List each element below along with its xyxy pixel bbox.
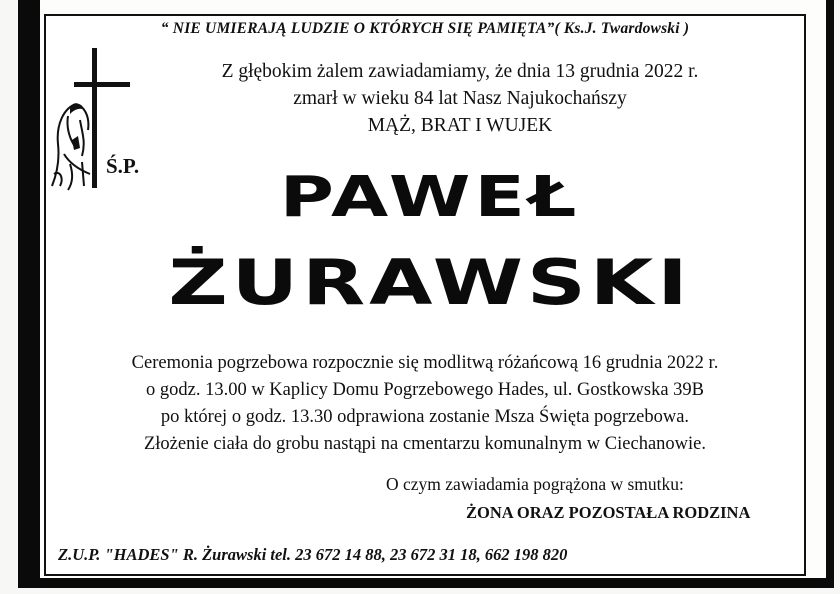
announcement	[180, 58, 740, 139]
ceremony-line: po której o godz. 13.30 odprawiona zostanie Msza Święta pogrzebowa.	[160, 407, 690, 427]
funeral-home-footer: Z.U.P. "HADES" R. Żurawski tel. 23 672 14 88, 23 672 31 18, 662 198 820	[58, 545, 568, 564]
deceased-first-name: PAWEŁ	[279, 165, 581, 230]
deceased-last-name: ŻURAWSKI	[168, 246, 692, 319]
sp-label: Ś.P.	[106, 154, 140, 178]
announcement-line: Z głębokim żalem zawiadamiamy, że dnia 13 grudnia 2022 r.	[221, 61, 699, 82]
motto: “ NIE UMIERAJĄ LUDZIE O KTÓRYCH SIĘ PAMIĘTA”( Ks.J. Twardowski )	[160, 20, 690, 37]
ceremony-line: o godz. 13.00 w Kaplicy Domu Pogrzebowego Hades, ul. Gostkowska 39B	[145, 380, 704, 400]
family-signature: ŻONA ORAZ POZOSTAŁA RODZINA	[466, 503, 751, 522]
closing-inform-line: O czym zawiadamia pogrążona w smutku:	[386, 474, 684, 494]
announcement-line: zmarł w wieku 84 lat Nasz Najukochańszy	[293, 88, 627, 109]
ceremony-details	[60, 350, 790, 458]
ceremony-line: Ceremonia pogrzebowa rozpocznie się modlitwą różańcową 16 grudnia 2022 r.	[131, 353, 719, 373]
ceremony-line: Złożenie ciała do grobu nastąpi na cmentarzu komunalnym w Ciechanowie.	[143, 434, 706, 454]
relation-line: MĄŻ, BRAT I WUJEK	[367, 115, 553, 136]
